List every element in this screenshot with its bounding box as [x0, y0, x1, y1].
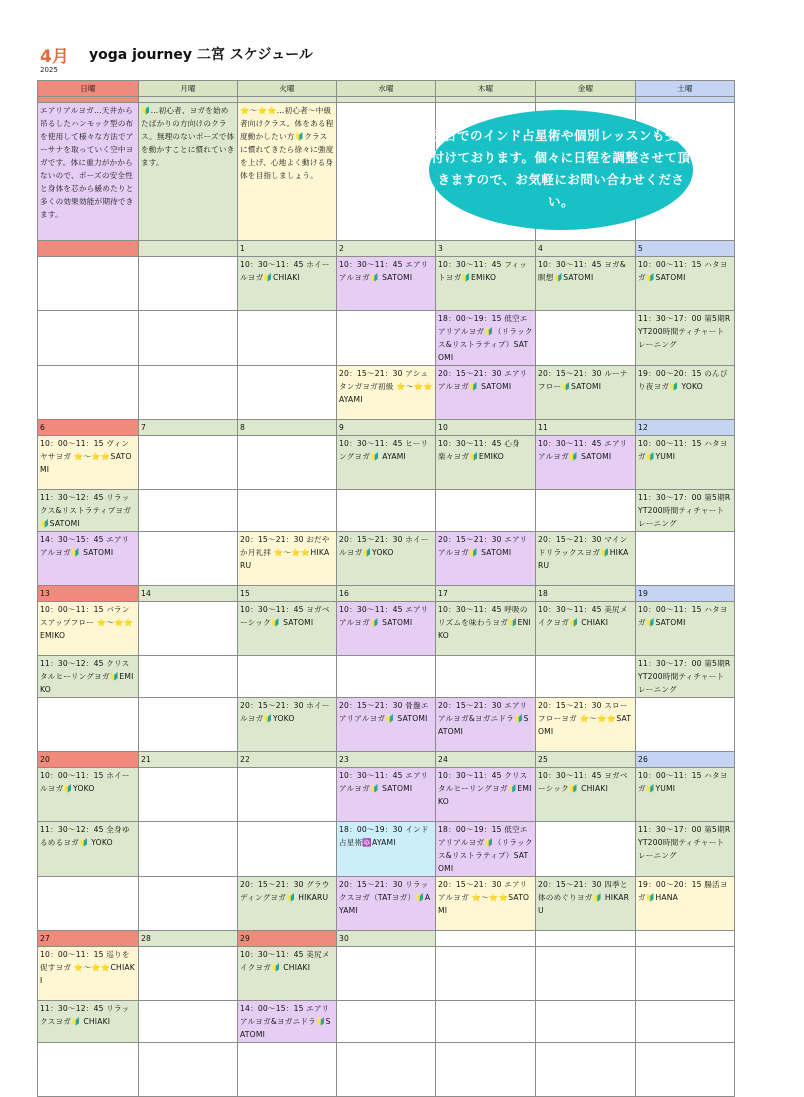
month-title: 4月 [40, 47, 69, 67]
empty-cell [636, 698, 735, 752]
date-row [38, 420, 735, 436]
empty-cell [139, 877, 238, 931]
class-entry: 20：15〜21：30 ホイールヨガ🔰YOKO [238, 698, 337, 752]
weekday-thu: 木曜 [436, 81, 536, 97]
date-row [38, 586, 735, 602]
class-entry: 10：30〜11：45 美尻メイクヨガ🔰 CHIAKI [238, 947, 337, 1001]
date-number: 19 [636, 586, 735, 602]
class-entry: 10：30〜11：45 エアリアルヨガ🔰 SATOMI [337, 768, 436, 822]
date-number: 5 [636, 241, 735, 257]
class-entry: 14：30〜15：45 エアリアルヨガ🔰 SATOMI [38, 532, 139, 586]
date-number: 23 [337, 752, 436, 768]
empty-cell [38, 698, 139, 752]
class-entry: 18：00〜19：30 インド占星術🔯AYAMI [337, 822, 436, 877]
schedule-row [38, 532, 735, 586]
empty-cell [636, 1001, 735, 1043]
empty-cell [139, 490, 238, 532]
date-number: 27 [38, 931, 139, 947]
class-entry: 20：15〜21：30 エアリアルヨガ🔰 SATOMI [436, 366, 536, 420]
date-number [436, 931, 536, 947]
date-number: 1 [238, 241, 337, 257]
date-number [536, 931, 636, 947]
empty-cell [436, 1043, 536, 1097]
weekday-sun: 日曜 [38, 81, 139, 97]
class-entry: 20：15〜21：30 エアリアルヨガ&ヨガニドラ🔰SATOMI [436, 698, 536, 752]
empty-cell [337, 311, 436, 366]
legend-beginner: 🔰…初心者、ヨガを始めたばかりの方向けのクラス。無理のないポーズで体を動かすことに慣れていきます。 [139, 103, 238, 241]
class-entry: 10：30〜11：45 ヨガベーシック🔰 CHIAKI [536, 768, 636, 822]
schedule-row [38, 366, 735, 420]
weekday-header-row [38, 81, 735, 97]
class-entry: 19：00〜20：15 腸活ヨガ🔰HANA [636, 877, 735, 931]
date-number [636, 931, 735, 947]
empty-cell [636, 532, 735, 586]
date-number [38, 241, 139, 257]
date-number: 7 [139, 420, 238, 436]
empty-cell [139, 602, 238, 656]
empty-cell [536, 311, 636, 366]
class-entry: 20：15〜21：30 四季と体のめぐりヨガ🔰 HIKARU [536, 877, 636, 931]
empty-cell [436, 1001, 536, 1043]
date-number: 10 [436, 420, 536, 436]
class-entry: 20：15〜21：30 ルーナフロー🔰SATOMI [536, 366, 636, 420]
date-number: 2 [337, 241, 436, 257]
schedule-row [38, 822, 735, 877]
class-entry: 11：30〜12：45 クリスタルヒーリングヨガ🔰EMIKO [38, 656, 139, 698]
empty-cell [337, 490, 436, 532]
empty-cell [38, 311, 139, 366]
date-number: 4 [536, 241, 636, 257]
class-entry: 20：15〜21：30 スローフローヨガ ⭐〜⭐⭐SATOMI [536, 698, 636, 752]
date-number [139, 241, 238, 257]
schedule-row [38, 257, 735, 311]
legend-aerial: エアリアルヨガ…天井から吊るしたハンモック型の布を使用して様々な方法でアーサナを取っていく空中ヨガです。体に重力がかからないので、ポーズの安全性と身体を芯から緩めたりと多くの効果効能が期待できます。 [38, 103, 139, 241]
class-entry: 11：30〜17：00 第5期RYT200時間ティチャートレーニング [636, 490, 735, 532]
empty-cell [238, 768, 337, 822]
empty-cell [238, 311, 337, 366]
weekday-sat: 土曜 [636, 81, 735, 97]
notice-text: 別日でのインド占星術や個別レッスンも受け付けております。個々に日程を調整させて頂きますので、お気軽にお問い合わせください。 [431, 128, 691, 209]
class-entry: 20：15〜21：30 ホイールヨガ🔰YOKO [337, 532, 436, 586]
empty-cell [238, 436, 337, 490]
class-entry: 10：30〜11：45 呼吸のリズムを味わうヨガ🔰ENIKO [436, 602, 536, 656]
class-entry: 10：30〜11：45 ヨガ&瞑想🔰SATOMI [536, 257, 636, 311]
date-number: 3 [436, 241, 536, 257]
empty-cell [238, 490, 337, 532]
class-entry: 11：30〜17：00 第5期RYT200時間ティチャートレーニング [636, 822, 735, 877]
schedule-row [38, 698, 735, 752]
empty-cell [337, 947, 436, 1001]
empty-cell [337, 1043, 436, 1097]
empty-cell [139, 1043, 238, 1097]
class-entry: 10：30〜11：45 ホイールヨガ🔰CHIAKI [238, 257, 337, 311]
date-number: 21 [139, 752, 238, 768]
schedule-row [38, 436, 735, 490]
class-entry: 10：00〜11：15 ハタヨガ🔰YUMI [636, 768, 735, 822]
empty-cell [139, 698, 238, 752]
date-number: 25 [536, 752, 636, 768]
schedule-row [38, 656, 735, 698]
schedule-row [38, 947, 735, 1001]
empty-cell [436, 947, 536, 1001]
class-entry: 11：30〜12：45 リラックスヨガ🔰 CHIAKI [38, 1001, 139, 1043]
date-number: 29 [238, 931, 337, 947]
legend-intermediate: ⭐〜⭐⭐…初心者〜中級者向けクラス。体をある程度動かしたい方🔰クラスに慣れてきたら徐々に強度を上げ、心地よく動ける身体を目指しましょう。 [238, 103, 337, 241]
class-entry: 10：30〜11：45 心身楽々ヨガ🔰EMIKO [436, 436, 536, 490]
schedule-calendar [37, 80, 735, 1097]
empty-cell [139, 822, 238, 877]
class-entry: 10：00〜11：15 ホイールヨガ🔰YOKO [38, 768, 139, 822]
class-entry: 10：30〜11：45 ヨガベーシック🔰 SATOMI [238, 602, 337, 656]
empty-cell [636, 947, 735, 1001]
class-entry: 19：00〜20：15 のんびり夜ヨガ🔰 YOKO [636, 366, 735, 420]
date-row [38, 931, 735, 947]
empty-cell [536, 490, 636, 532]
empty-cell [536, 656, 636, 698]
date-number: 28 [139, 931, 238, 947]
class-entry: 11：30〜17：00 第5期RYT200時間ティチャートレーニング [636, 656, 735, 698]
class-entry: 11：30〜12：45 リラックス&リストラティブヨガ🔰SATOMI [38, 490, 139, 532]
class-entry: 18：00〜19：15 低空エアリアルヨガ🔰（リラックス&リストラティブ）SATOMI [436, 822, 536, 877]
date-number: 14 [139, 586, 238, 602]
empty-cell [337, 1001, 436, 1043]
class-entry: 20：15〜21：30 エアリアルヨガ🔰 SATOMI [436, 532, 536, 586]
empty-cell [238, 366, 337, 420]
class-entry: 11：30〜12：45 全身ゆるめるヨガ🔰 YOKO [38, 822, 139, 877]
class-entry: 14：00〜15：15 エアリアルヨガ&ヨガニドラ🔰SATOMI [238, 1001, 337, 1043]
date-row [38, 241, 735, 257]
empty-cell [337, 103, 436, 241]
empty-cell [436, 656, 536, 698]
date-number: 24 [436, 752, 536, 768]
class-entry: 11：30〜17：00 第5期RYT200時間ティチャートレーニング [636, 311, 735, 366]
class-entry: 20：15〜21：30 エアリアルヨガ ⭐〜⭐⭐SATOMI [436, 877, 536, 931]
schedule-row [38, 490, 735, 532]
empty-cell [238, 822, 337, 877]
class-entry: 10：00〜11：15 ハタヨガ🔰YUMI [636, 436, 735, 490]
year-label: 2025 [40, 66, 58, 74]
date-number: 11 [536, 420, 636, 436]
schedule-row [38, 768, 735, 822]
class-entry: 10：00〜11：15 ハタヨガ🔰SATOMI [636, 257, 735, 311]
date-row [38, 752, 735, 768]
empty-cell [238, 656, 337, 698]
date-number: 26 [636, 752, 735, 768]
empty-cell [139, 656, 238, 698]
class-entry: 10：30〜11：45 エアリアルヨガ🔰 SATOMI [337, 602, 436, 656]
empty-cell [636, 1043, 735, 1097]
date-number: 15 [238, 586, 337, 602]
schedule-row [38, 311, 735, 366]
date-number: 16 [337, 586, 436, 602]
empty-cell [139, 947, 238, 1001]
empty-cell [139, 366, 238, 420]
class-entry: 10：30〜11：45 エアリアルヨガ🔰 SATOMI [337, 257, 436, 311]
class-entry: 10：30〜11：45 美尻メイクヨガ🔰 CHIAKI [536, 602, 636, 656]
weekday-tue: 火曜 [238, 81, 337, 97]
empty-cell [139, 311, 238, 366]
date-number: 22 [238, 752, 337, 768]
empty-cell [38, 1043, 139, 1097]
date-number: 18 [536, 586, 636, 602]
class-entry: 20：15〜21：30 アシュタンガヨガ初級 ⭐〜⭐⭐AYAMI [337, 366, 436, 420]
empty-cell [238, 1043, 337, 1097]
empty-cell [436, 490, 536, 532]
date-number: 9 [337, 420, 436, 436]
empty-cell [139, 1001, 238, 1043]
class-entry: 10：30〜11：45 エアリアルヨガ🔰 SATOMI [536, 436, 636, 490]
schedule-row [38, 1043, 735, 1097]
empty-cell [139, 532, 238, 586]
class-entry: 10：00〜11：15 巡りを促すヨガ ⭐〜⭐⭐CHIAKI [38, 947, 139, 1001]
empty-cell [337, 656, 436, 698]
page-title: yoga journey 二宮 スケジュール [89, 47, 313, 63]
date-number: 17 [436, 586, 536, 602]
class-entry: 10：30〜11：45 フィットヨガ🔰EMIKO [436, 257, 536, 311]
class-entry: 10：30〜11：45 クリスタルヒーリングヨガ🔰EMIKO [436, 768, 536, 822]
date-number: 12 [636, 420, 735, 436]
class-entry: 20：15〜21：30 マインドリラックスヨガ🔰HIKARU [536, 532, 636, 586]
empty-cell [536, 947, 636, 1001]
date-number: 6 [38, 420, 139, 436]
empty-cell [139, 257, 238, 311]
empty-cell [536, 1001, 636, 1043]
weekday-mon: 月曜 [139, 81, 238, 97]
weekday-wed: 水曜 [337, 81, 436, 97]
class-entry: 20：15〜21：30 おだやか月礼拝 ⭐〜⭐⭐HIKARU [238, 532, 337, 586]
class-entry: 10：00〜11：15 バランスアップフロー ⭐〜⭐⭐EMIKO [38, 602, 139, 656]
date-number: 13 [38, 586, 139, 602]
empty-cell [38, 366, 139, 420]
class-entry: 20：15〜21：30 リラックスヨガ（TATヨガ）🔰AYAMI [337, 877, 436, 931]
date-number: 30 [337, 931, 436, 947]
class-entry: 10：00〜11：15 ハタヨガ🔰SATOMI [636, 602, 735, 656]
class-entry: 20：15〜21：30 骨盤エアリアルヨガ🔰 SATOMI [337, 698, 436, 752]
empty-cell [38, 877, 139, 931]
schedule-row [38, 602, 735, 656]
weekday-fri: 金曜 [536, 81, 636, 97]
date-number: 8 [238, 420, 337, 436]
date-number: 20 [38, 752, 139, 768]
empty-cell [38, 257, 139, 311]
class-entry: 18：00〜19：15 低空エアリアルヨガ🔰（リラックス&リストラティブ）SATOMI [436, 311, 536, 366]
schedule-row [38, 877, 735, 931]
empty-cell [536, 822, 636, 877]
schedule-row [38, 1001, 735, 1043]
class-entry: 20：15〜21：30 グラウディングヨガ🔰 HIKARU [238, 877, 337, 931]
empty-cell [139, 436, 238, 490]
empty-cell [139, 768, 238, 822]
class-entry: 10：00〜11：15 ヴィンヤサヨガ ⭐〜⭐⭐SATOMI [38, 436, 139, 490]
class-entry: 10：30〜11：45 ヒーリングヨガ🔰 AYAMI [337, 436, 436, 490]
empty-cell [536, 1043, 636, 1097]
